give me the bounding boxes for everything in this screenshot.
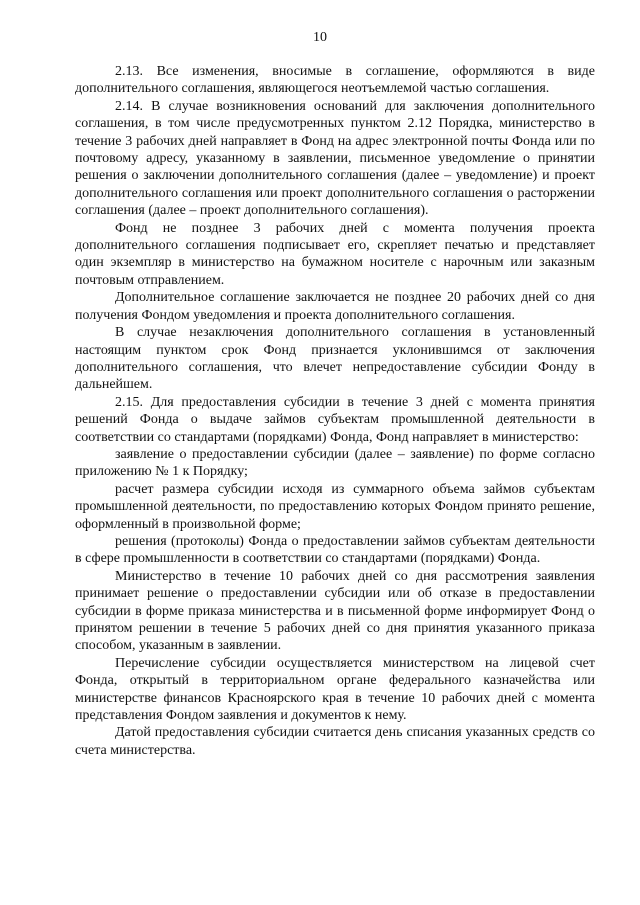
paragraph-non-conclusion: В случае незаключения дополнительного соглашения в установленный настоящим пунктом срок Фонд признается уклонившимся от заключения дополнительного соглашения, что влечет непредоставление субсидии Фонду в дальнейшем. [75,325,595,393]
paragraph-fund-signing: Фонд не позднее 3 рабочих дней с момента получения проекта дополнительного соглашения подписывает его, скрепляет печатью и представляет один экземпляр в министерство на бумажном носителе с нарочным или заказным почтовым отправлением. [75,220,595,288]
list-item-decisions: решения (протоколы) Фонда о предоставлении займов субъектам деятельности в сфере промышленности в соответствии со стандартами (порядками) Фонда. [75,533,595,567]
paragraph-2-14: 2.14. В случае возникновения оснований для заключения дополнительного соглашения, в том числе предусмотренных пунктом 2.12 Порядка, министерство в течение 3 рабочих дней направляет в Фонд на адрес электронной почты Фонда или по почтовому адресу, указанному в заявлении, письменное уведомление о принятии решения о заключении дополнительного соглашения (далее – уведомление) и проект дополнительного соглашения или проект дополнительного соглашения о расторжении соглашения (далее – проект дополнительного соглашения). [75,98,595,219]
paragraph-provision-date: Датой предоставления субсидии считается день списания указанных средств со счета министерства. [75,725,595,758]
list-item-calculation: расчет размера субсидии исходя из суммарного объема займов субъектам промышленной деятельности, по предоставлению которых Фондом принято решение, оформленный в произвольной форме; [75,481,595,532]
document-body [75,63,595,759]
page-number: 10 [313,30,327,45]
list-item-application: заявление о предоставлении субсидии (далее – заявление) по форме согласно приложению № 1 к Порядку; [75,446,595,480]
paragraph-agreement-deadline: Дополнительное соглашение заключается не позднее 20 рабочих дней со дня получения Фондом уведомления и проекта дополнительного соглашения. [75,290,595,323]
paragraph-ministry-decision: Министерство в течение 10 рабочих дней со дня рассмотрения заявления принимает решение о предоставлении субсидии или об отказе в предоставлении субсидии в форме приказа министерства и в письменной форме информирует Фонд о принятом решении в течение 5 рабочих дней со дня принятия указанного приказа способом, указанным в заявлении. [75,568,595,654]
paragraph-2-13: 2.13. Все изменения, вносимые в соглашение, оформляются в виде дополнительного соглашения, являющегося неотъемлемой частью соглашения. [75,64,595,97]
paragraph-2-15: 2.15. Для предоставления субсидии в течение 3 дней с момента принятия решений Фонда о выдаче займов субъектам промышленной деятельности в соответствии со стандартами (порядками) Фонда, Фонд направляет в министерство: [75,394,595,445]
paragraph-transfer: Перечисление субсидии осуществляется министерством на лицевой счет Фонда, открытый в территориальном органе федерального казначейства или министерстве финансов Красноярского края в течение 10 рабочих дней с момента представления Фондом заявления и документов к нему. [75,655,595,724]
